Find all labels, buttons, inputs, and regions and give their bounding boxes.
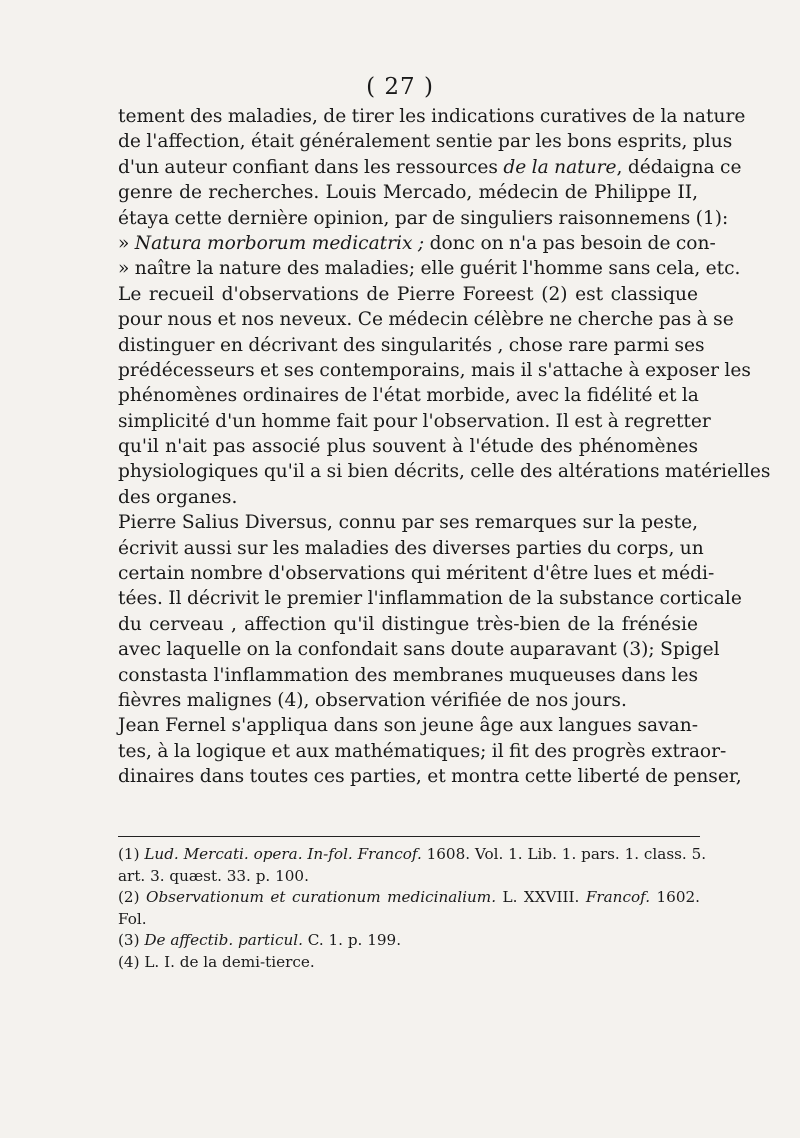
text-line: [118, 586, 742, 611]
text-run: Jean Fernel s'appliqua dans son jeune âge aux langues savan-: [118, 715, 698, 737]
text-line: [118, 307, 734, 332]
footnote-line: [118, 844, 707, 866]
text-line: [118, 231, 716, 256]
footnote-line: [118, 909, 700, 931]
text-run: 1602.: [650, 888, 700, 906]
text-line: [118, 485, 698, 510]
text-run: simplicité d'un homme fait pour l'observation. Il est à regretter: [118, 410, 711, 432]
text-line: [118, 510, 698, 535]
text-run: physiologiques qu'il a si bien décrits, celle des altérations matérielles: [118, 461, 771, 483]
text-run: C. 1. p. 199.: [302, 931, 402, 949]
footnote-line: [118, 930, 700, 952]
text-run: (3): [118, 931, 145, 949]
text-line: [118, 180, 698, 205]
footnote-separator: [118, 836, 700, 837]
italic-text: Observationum et curationum medicinalium.: [146, 888, 497, 906]
footnote: [118, 952, 700, 974]
text-line: [118, 155, 742, 180]
text-run: L. XXVIII.: [496, 888, 586, 906]
italic-text: de la nature: [503, 156, 617, 178]
text-line: [118, 282, 698, 307]
italic-text: Natura morborum medicatrix ;: [134, 232, 425, 254]
page-number: ( 27 ): [366, 74, 434, 100]
text-line: [118, 104, 746, 129]
paragraph: [118, 282, 771, 511]
text-run: genre de recherches. Louis Mercado, médecin de Philippe II,: [118, 182, 698, 204]
text-run: d'un auteur confiant dans les ressources: [118, 156, 504, 178]
text-line: [118, 409, 711, 434]
text-run: art. 3. quæst. 33. p. 100.: [118, 866, 309, 885]
text-run: fièvres malignes (4), observation vérifiée de nos jours.: [118, 689, 627, 711]
text-run: prédécesseurs et ses contemporains, mais il s'attache à exposer les: [118, 359, 751, 381]
text-run: donc on n'a pas besoin de con-: [424, 232, 716, 254]
text-line: [118, 688, 698, 713]
footnote-line: [118, 866, 700, 888]
text-line: [118, 434, 698, 459]
italic-text: De affectib. particul.: [144, 931, 303, 949]
text-line: [118, 663, 698, 688]
text-line: [118, 256, 741, 281]
text-run: (2): [118, 888, 146, 906]
text-run: pour nous et nos neveux. Ce médecin célèbre ne cherche pas à se: [118, 309, 734, 331]
text-line: [118, 358, 751, 383]
footnotes: [118, 844, 707, 973]
footnote: [118, 844, 707, 887]
text-line: [118, 383, 698, 408]
text-run: étaya cette dernière opinion, par de singuliers raisonnemens (1):: [118, 207, 729, 229]
body-text: [118, 104, 771, 790]
text-run: qu'il n'ait pas associé plus souvent à l'étude des phénomènes: [118, 436, 698, 458]
paragraph: [118, 713, 742, 789]
footnote: [118, 930, 700, 952]
text-run: dinaires dans toutes ces parties, et montra cette liberté de penser,: [118, 766, 742, 788]
text-run: 1608. Vol. 1. Lib. 1. pars. 1. class. 5.: [421, 845, 707, 863]
text-line: [118, 129, 733, 154]
text-run: certain nombre d'observations qui méritent d'être lues et médi-: [118, 563, 715, 585]
text-line: [118, 536, 704, 561]
text-line: [118, 713, 698, 738]
text-run: avec laquelle on la confondait sans doute auparavant (3); Spigel: [118, 639, 720, 661]
italic-text: Lud. Mercati. opera. In-fol. Francof.: [144, 845, 422, 863]
text-line: [118, 206, 729, 231]
text-run: tées. Il décrivit le premier l'inflammation de la substance corticale: [118, 588, 742, 610]
text-line: [118, 764, 742, 789]
footnote-line: [118, 887, 700, 909]
text-line: [118, 561, 715, 586]
text-line: [118, 637, 720, 662]
text-run: (1): [118, 845, 145, 863]
footnote-line: [118, 952, 700, 974]
text-line: [118, 612, 698, 637]
text-run: des organes.: [118, 486, 238, 508]
text-run: du cerveau , affection qu'il distingue très-bien de la frénésie: [118, 613, 698, 635]
text-run: phénomènes ordinaires de l'état morbide, avec la fidélité et la: [118, 385, 699, 407]
text-line: [118, 739, 727, 764]
text-line: [118, 333, 705, 358]
text-run: , dédaigna ce: [616, 156, 742, 178]
text-line: [118, 459, 771, 484]
text-run: de l'affection, était généralement sentie par les bons esprits, plus: [118, 131, 733, 153]
text-run: »: [118, 232, 135, 254]
text-run: » naître la nature des maladies; elle guérit l'homme sans cela, etc.: [118, 258, 741, 280]
paragraph: [118, 104, 746, 282]
text-run: écrivit aussi sur les maladies des diverses parties du corps, un: [118, 537, 704, 559]
text-run: (4) L. I. de la demi-tierce.: [118, 952, 315, 971]
text-run: distinguer en décrivant des singularités , chose rare parmi ses: [118, 334, 705, 356]
italic-text: Francof.: [585, 888, 651, 906]
text-run: Pierre Salius Diversus, connu par ses remarques sur la peste,: [118, 512, 698, 534]
footnote: [118, 887, 700, 930]
text-run: constasta l'inflammation des membranes muqueuses dans les: [118, 664, 698, 686]
text-run: tes, à la logique et aux mathématiques; il fit des progrès extraor-: [118, 740, 727, 762]
text-run: Fol.: [118, 909, 147, 928]
text-run: tement des maladies, de tirer les indications curatives de la nature: [118, 106, 746, 127]
paragraph: [118, 510, 742, 713]
text-run: Le recueil d'observations de Pierre Foreest (2) est classique: [118, 283, 698, 305]
